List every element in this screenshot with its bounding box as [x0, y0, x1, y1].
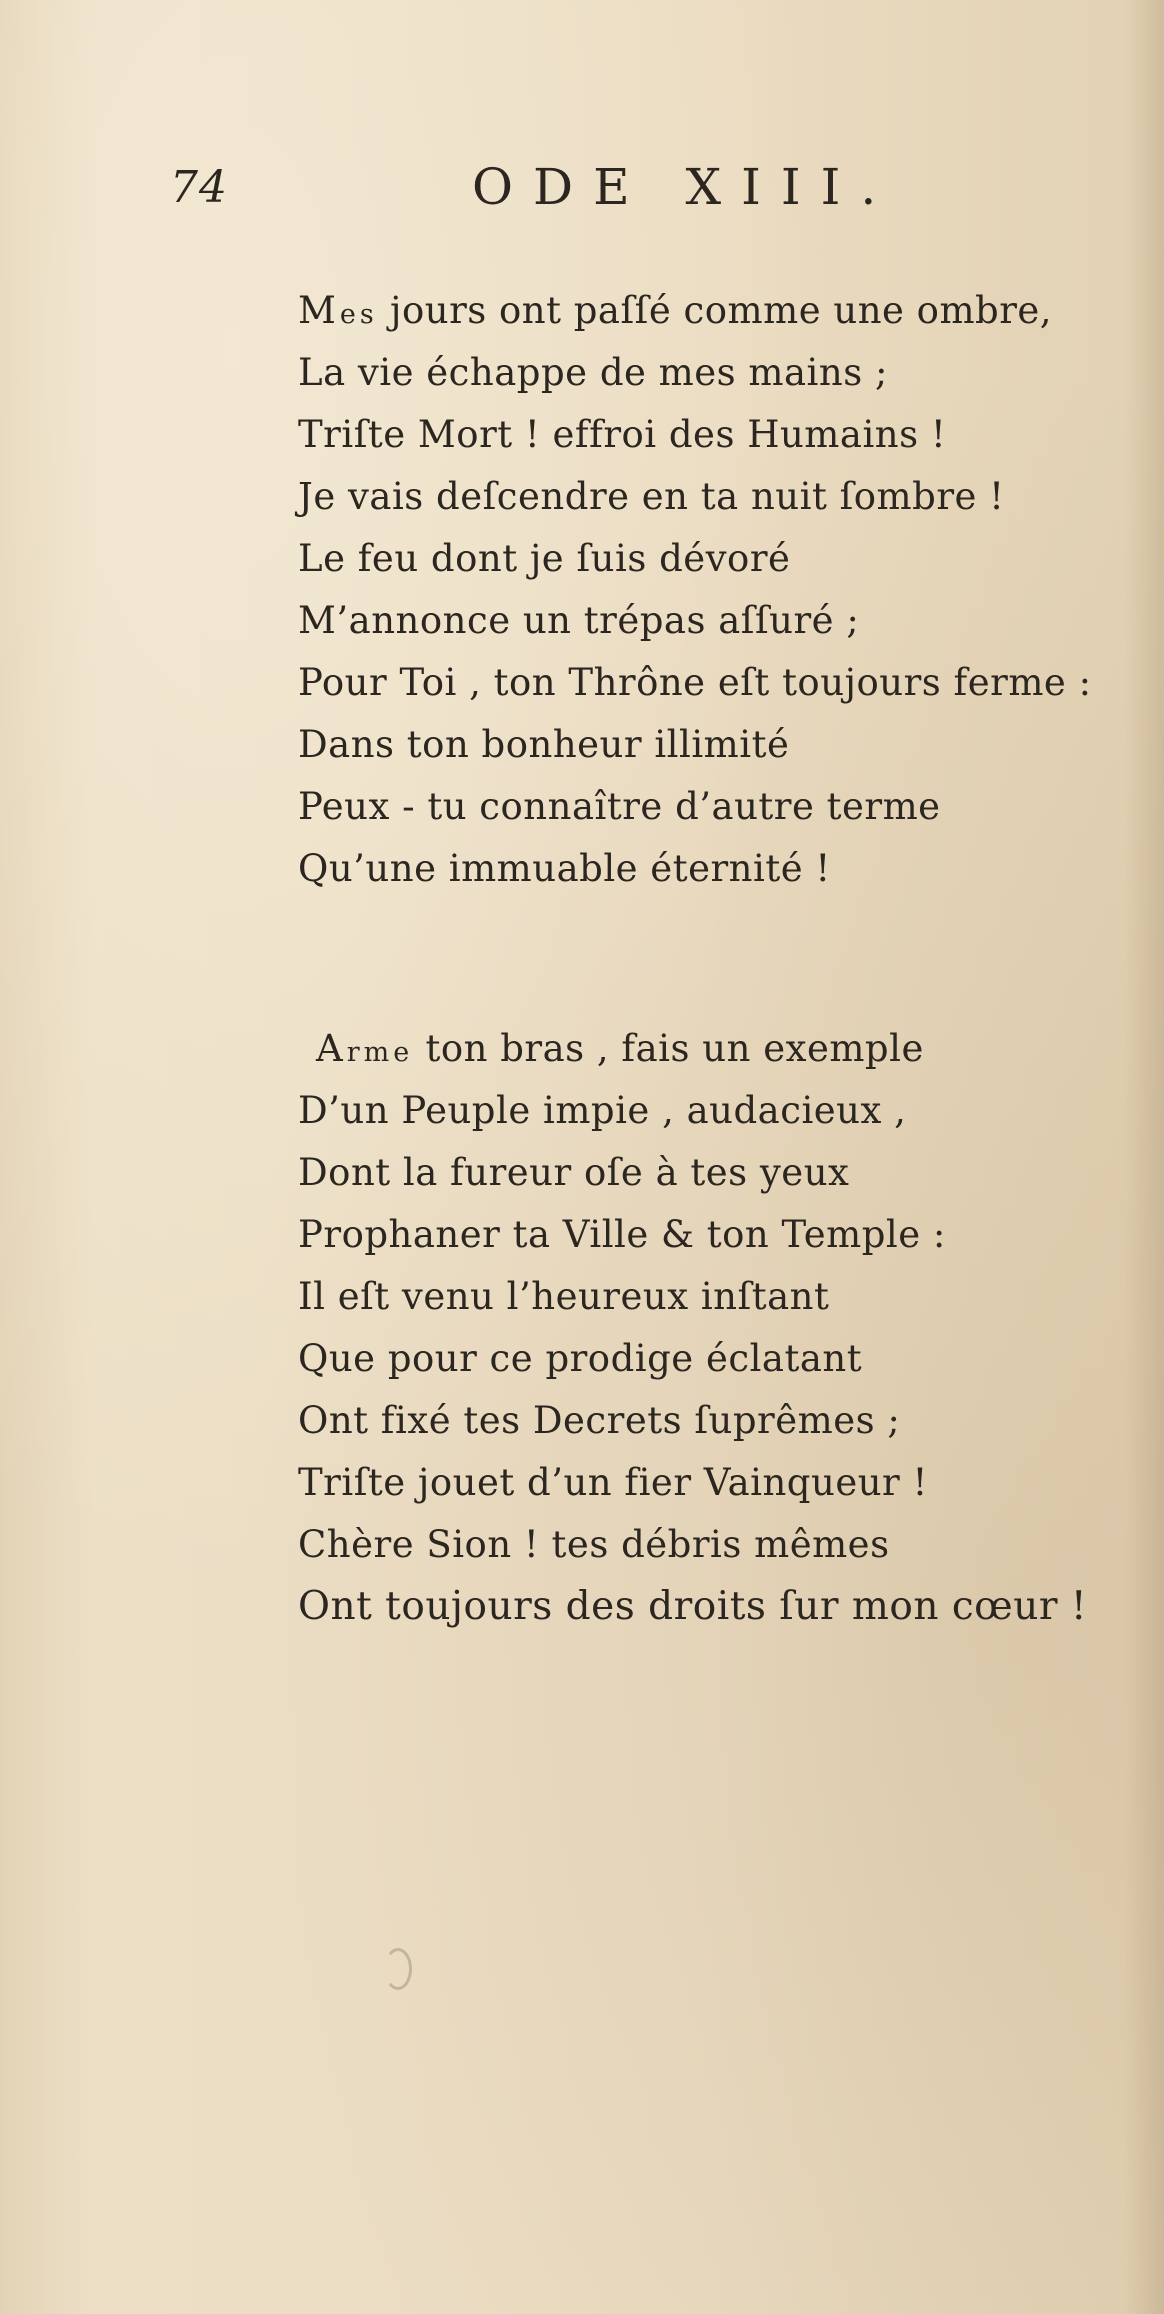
stanza-1 — [298, 280, 1092, 900]
verse-line: Ont toujours des droits ſur mon cœur ! — [298, 1584, 1088, 1629]
verse-line: Peux - tu connaître d’autre terme — [298, 785, 941, 828]
opening-capital: A — [316, 1027, 347, 1070]
first-line-text: jours ont paſſé comme une ombre, — [377, 289, 1053, 332]
verse-line: Ont fixé tes Decrets ſuprêmes ; — [298, 1399, 901, 1442]
verse-line: Triſte Mort ! effroi des Humains ! — [298, 413, 947, 456]
verse-line — [298, 280, 1092, 342]
opening-word — [298, 289, 378, 332]
verse-line: Je vais deſcendre en ta nuit ſombre ! — [298, 475, 1005, 518]
verse-line: Prophaner ta Ville & ton Temple : — [298, 1213, 946, 1256]
verse-line: Que pour ce prodige éclatant — [298, 1337, 863, 1380]
verse-line — [298, 1018, 1087, 1080]
verse-line: Dans ton bonheur illimité — [298, 723, 790, 766]
verse-line: M’annonce un trépas aſſuré ; — [298, 599, 860, 642]
verse-line: Triſte jouet d’un fier Vainqueur ! — [298, 1461, 928, 1504]
stanza-2 — [298, 1018, 1087, 1638]
opening-small-caps: rme — [346, 1037, 414, 1068]
first-line-text: ton bras , fais un exemple — [413, 1027, 924, 1070]
verse-line: La vie échappe de mes mains ; — [298, 351, 888, 394]
opening-capital: M — [298, 289, 340, 332]
verse-line: Dont la fureur oſe à tes yeux — [298, 1151, 850, 1194]
verse-line: Le feu dont je ſuis dévoré — [298, 537, 791, 580]
verse-line: D’un Peuple impie , audacieux , — [298, 1089, 907, 1132]
verse-line: Chère Sion ! tes débris mêmes — [298, 1523, 890, 1566]
opening-word — [316, 1027, 413, 1070]
spine-shadow — [1124, 0, 1164, 2314]
page-number: 74 — [170, 162, 228, 213]
running-head: ODE XIII. — [472, 158, 897, 216]
verse-line: Qu’une immuable éternité ! — [298, 847, 831, 890]
verse-line: Il eſt venu l’heureux inſtant — [298, 1275, 830, 1318]
ink-mark — [384, 1948, 412, 1990]
verse-line: Pour Toi , ton Thrône eſt toujours ferme : — [298, 661, 1092, 704]
opening-small-caps: es — [339, 299, 378, 330]
